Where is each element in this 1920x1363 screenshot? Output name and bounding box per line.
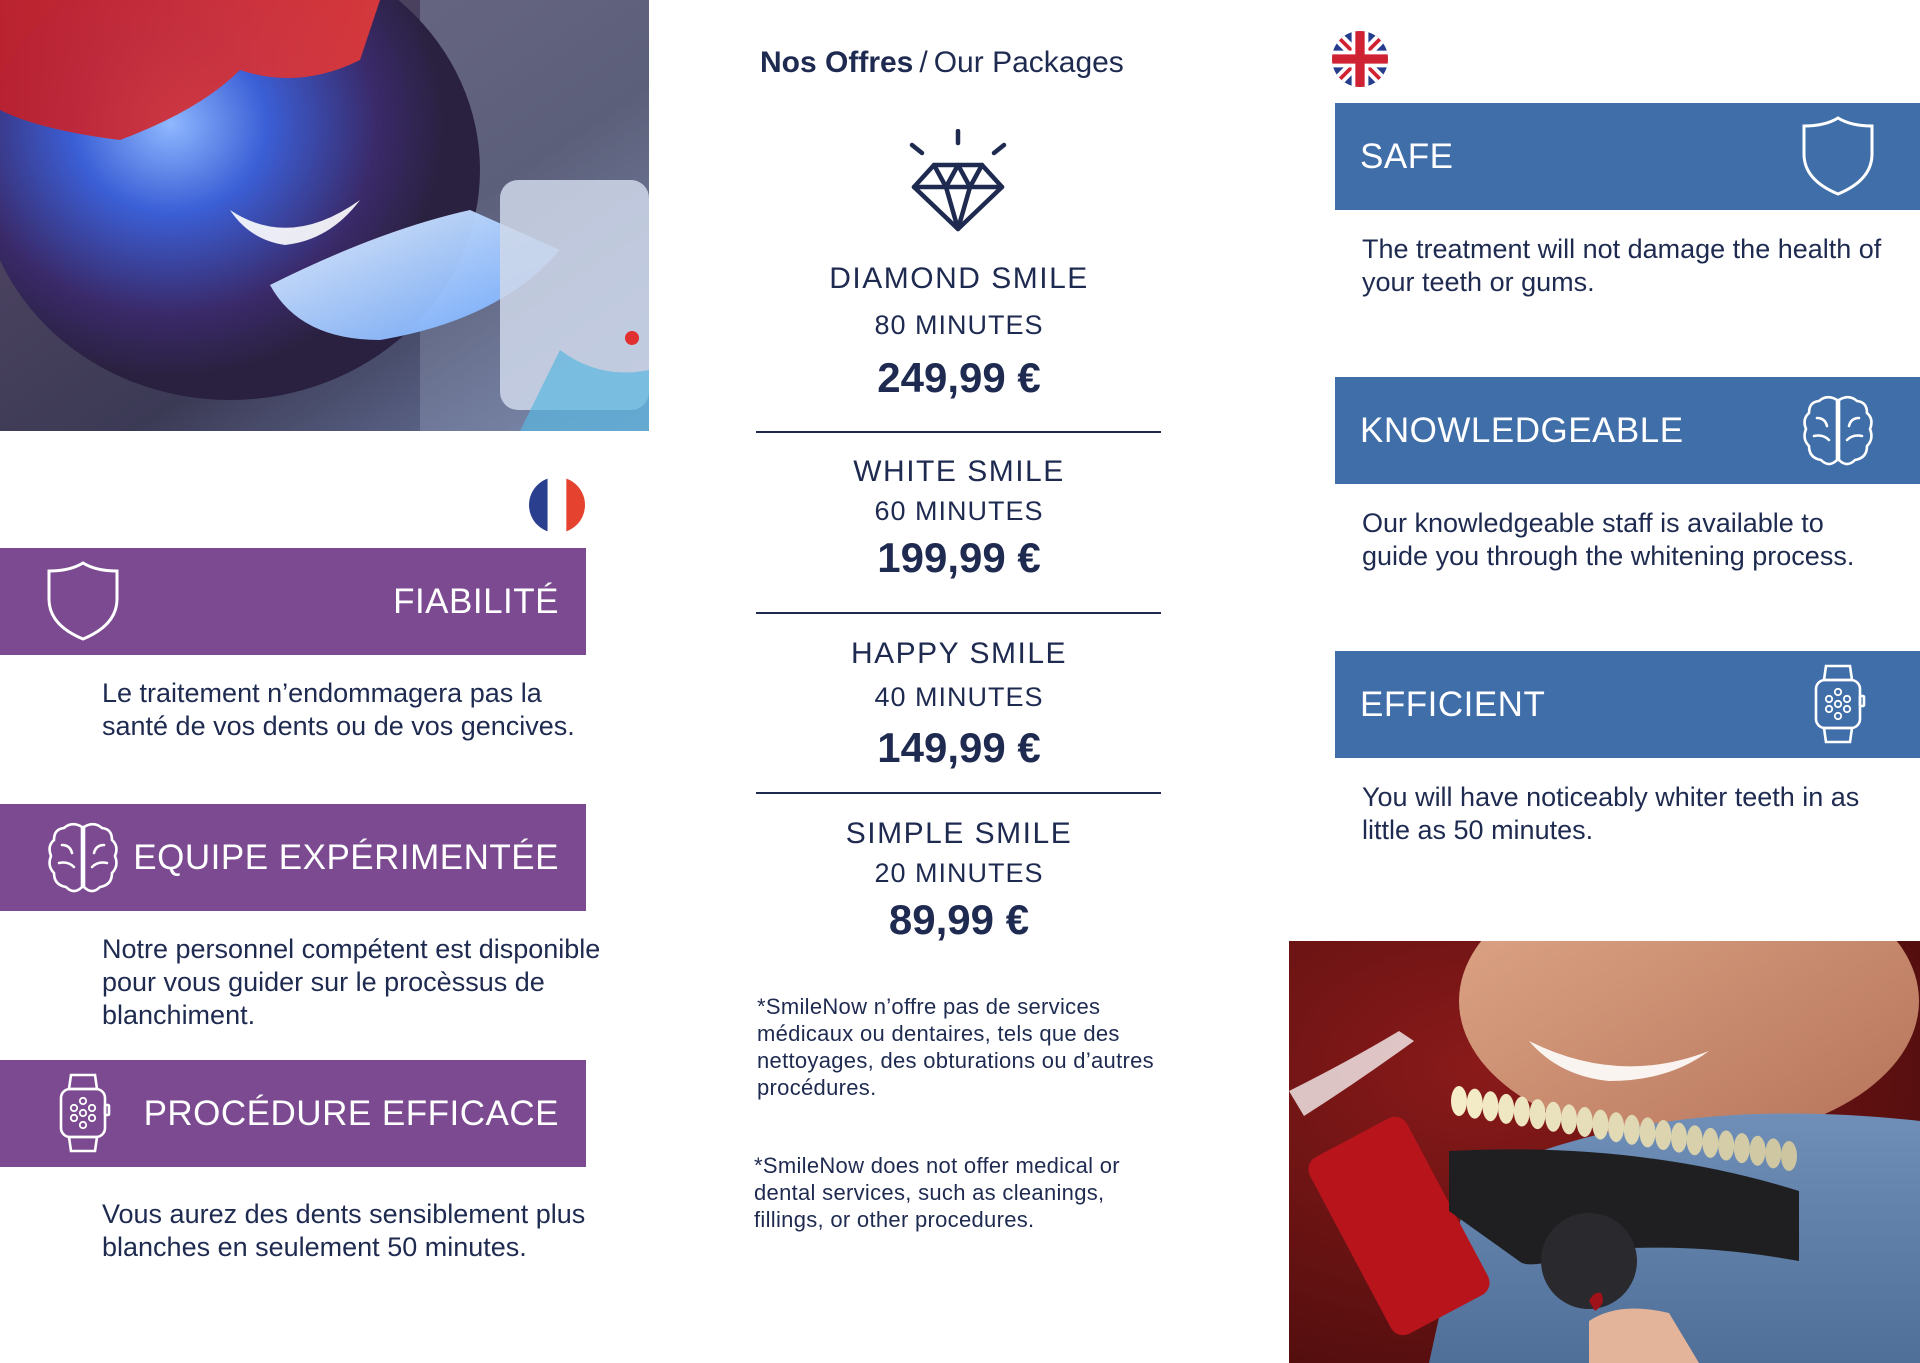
banner-title: PROCÉDURE EFFICACE [143,1093,559,1133]
package-name: HAPPY SMILE [850,637,1068,670]
banner-title: FIABILITÉ [393,581,559,621]
shade-tooth [1750,1136,1766,1166]
disclaimer-fr: *SmileNow n’offre pas de services médicaux ou dentaires, tels que des nettoyages, des obturations ou d’autres procédures. [757,994,1154,1100]
shade-tooth [1561,1104,1577,1134]
shade-tooth [1467,1089,1483,1119]
shade-tooth [1624,1115,1640,1145]
shade-tooth [1608,1112,1624,1142]
shade-guide-photo [1289,941,1920,1363]
banner-fiabilite [0,548,586,655]
shade-tooth [1687,1125,1703,1155]
banner-safe [1335,103,1920,210]
offers-heading-en: Our Packages [933,46,1124,79]
package-name: SIMPLE SMILE [845,817,1073,850]
divider [756,431,1161,433]
banner-title: EFFICIENT [1360,684,1546,724]
banner-efficient [1335,651,1920,758]
feature-description: You will have noticeably whiter teeth in as little as 50 minutes. [1362,782,1860,845]
shade-tooth [1498,1094,1514,1124]
feature-description: The treatment will not damage the health of your teeth or gums. [1362,234,1882,297]
banner-title: EQUIPE EXPÉRIMENTÉE [133,837,559,877]
package-duration: 80 MINUTES [874,310,1044,340]
brain-icon [1799,388,1877,472]
package-simple-smile [757,814,1161,948]
package-price: 89,99 € [888,896,1030,943]
smartwatch-icon [1799,662,1877,746]
offers-heading [760,46,1160,80]
heading-separator: / [919,46,928,79]
disclaimer-en: *SmileNow does not offer medical or dental services, such as cleanings, fillings, or other procedures. [754,1153,1120,1232]
shade-tooth [1577,1107,1593,1137]
shield-icon [44,559,122,643]
shade-tooth [1765,1138,1781,1168]
shade-tooth [1781,1141,1797,1171]
package-white-smile [757,452,1161,586]
package-price: 199,99 € [877,534,1041,581]
brain-icon [44,815,122,899]
divider [756,612,1161,614]
shade-tooth [1671,1123,1687,1153]
feature-description: Vous aurez des dents sensiblement plus blanches en seulement 50 minutes. [102,1199,586,1262]
package-duration: 20 MINUTES [874,858,1044,888]
diamond-icon [902,129,1014,233]
uk-flag-icon [1332,31,1388,87]
banner-knowledgeable [1335,377,1920,484]
feature-description: Le traitement n’endommagera pas la santé de vos dents ou de vos gencives. [102,678,575,741]
offers-heading-fr: Nos Offres [760,46,914,79]
shield-icon [1799,114,1877,198]
divider [756,792,1161,794]
shade-tooth [1545,1102,1561,1132]
package-happy-smile [757,634,1161,776]
shade-tooth [1718,1131,1734,1161]
smartwatch-icon [44,1071,122,1155]
shade-tooth [1655,1120,1671,1150]
shade-tooth [1734,1133,1750,1163]
banner-procedure-efficace [0,1060,586,1167]
shade-tooth [1530,1099,1546,1129]
package-price: 149,99 € [877,724,1041,771]
shade-tooth [1514,1096,1530,1126]
package-name: WHITE SMILE [853,455,1065,488]
banner-title: KNOWLEDGEABLE [1360,410,1684,450]
package-name: DIAMOND SMILE [829,262,1089,295]
package-duration: 60 MINUTES [874,496,1044,526]
blue-light-whitening-photo [0,0,649,431]
banner-title: SAFE [1360,136,1454,176]
shade-tooth [1592,1110,1608,1140]
package-price: 249,99 € [877,354,1041,401]
banner-equipe-experimentee [0,804,586,911]
shade-tooth [1451,1086,1467,1116]
france-flag-icon [529,477,585,533]
package-diamond-smile [757,258,1161,406]
feature-description: Notre personnel compétent est disponible pour vous guider sur le procèssus de blanchiment. [102,934,601,1030]
package-duration: 40 MINUTES [874,682,1044,712]
shade-tooth [1702,1128,1718,1158]
shade-tooth [1482,1091,1498,1121]
shade-tooth [1640,1117,1656,1147]
feature-description: Our knowledgeable staff is available to guide you through the whitening process. [1362,508,1855,571]
